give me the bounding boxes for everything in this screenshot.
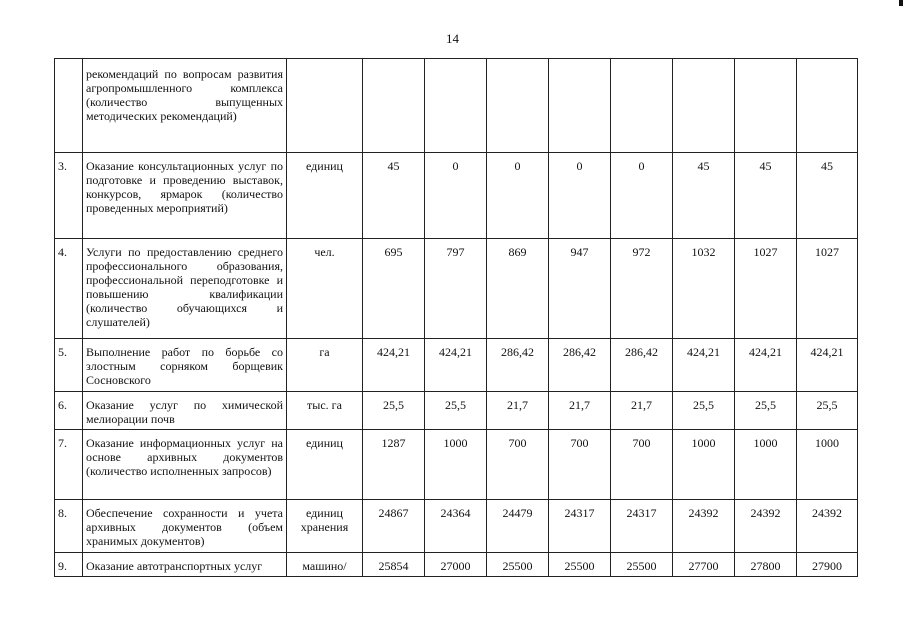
row-unit: единиц	[287, 430, 363, 500]
row-value	[735, 59, 797, 153]
row-number: 9.	[55, 553, 83, 577]
row-value: 700	[611, 430, 673, 500]
corner-mark	[899, 0, 903, 6]
table-row	[55, 430, 858, 500]
row-value: 286,42	[611, 339, 673, 392]
row-value: 1287	[363, 430, 425, 500]
row-value: 25,5	[735, 392, 797, 430]
row-number: 4.	[55, 239, 83, 339]
row-value: 45	[797, 153, 858, 239]
row-value: 869	[487, 239, 549, 339]
row-value: 24867	[363, 500, 425, 553]
row-value: 797	[425, 239, 487, 339]
row-value: 25,5	[797, 392, 858, 430]
row-value: 24392	[797, 500, 858, 553]
row-number: 3.	[55, 153, 83, 239]
row-value: 21,7	[487, 392, 549, 430]
row-value: 1032	[673, 239, 735, 339]
row-value: 25500	[487, 553, 549, 577]
row-unit: машино/	[287, 553, 363, 577]
row-value: 24364	[425, 500, 487, 553]
table-row	[55, 239, 858, 339]
row-value: 24392	[735, 500, 797, 553]
row-value: 424,21	[797, 339, 858, 392]
row-value: 25500	[611, 553, 673, 577]
row-unit: га	[287, 339, 363, 392]
table-row	[55, 153, 858, 239]
row-value: 21,7	[611, 392, 673, 430]
row-value: 1000	[797, 430, 858, 500]
row-value: 1027	[735, 239, 797, 339]
row-value: 0	[425, 153, 487, 239]
row-value: 424,21	[363, 339, 425, 392]
row-value: 45	[673, 153, 735, 239]
row-value: 27700	[673, 553, 735, 577]
row-unit	[287, 59, 363, 153]
row-value	[487, 59, 549, 153]
row-value: 424,21	[425, 339, 487, 392]
page-number: 14	[446, 31, 459, 46]
row-unit: единиц	[287, 153, 363, 239]
row-description: рекомендаций по вопросам развития агропромышленного комплекса (количество выпущенных методических рекомендаций)	[83, 59, 287, 153]
row-value: 0	[611, 153, 673, 239]
table-body	[55, 59, 858, 577]
row-value: 21,7	[549, 392, 611, 430]
row-unit: единиц хранения	[287, 500, 363, 553]
row-description: Оказание услуг по химической мелиорации почв	[83, 392, 287, 430]
row-value	[797, 59, 858, 153]
table-row	[55, 392, 858, 430]
row-value: 424,21	[673, 339, 735, 392]
services-table	[54, 58, 858, 577]
row-value: 27800	[735, 553, 797, 577]
row-description: Услуги по предоставлению среднего профессионального образования, профессиональной переподготовке и повышению квалификации (количество обучающихся и слушателей)	[83, 239, 287, 339]
row-value: 286,42	[549, 339, 611, 392]
row-value: 1027	[797, 239, 858, 339]
row-value: 286,42	[487, 339, 549, 392]
row-description: Оказание автотранспортных услуг	[83, 553, 287, 577]
row-value: 25,5	[673, 392, 735, 430]
row-value: 25,5	[363, 392, 425, 430]
row-value: 25,5	[425, 392, 487, 430]
row-value: 27900	[797, 553, 858, 577]
row-description: Обеспечение сохранности и учета архивных документов (объем хранимых документов)	[83, 500, 287, 553]
table-row	[55, 59, 858, 153]
row-value: 0	[549, 153, 611, 239]
row-value: 1000	[673, 430, 735, 500]
row-value	[425, 59, 487, 153]
row-value: 1000	[425, 430, 487, 500]
row-description: Оказание консультационных услуг по подготовке и проведению выставок, конкурсов, ярмарок (количество проведенных мероприятий)	[83, 153, 287, 239]
table-row	[55, 339, 858, 392]
row-number: 5.	[55, 339, 83, 392]
row-value	[363, 59, 425, 153]
row-number: 6.	[55, 392, 83, 430]
row-value	[549, 59, 611, 153]
row-value: 700	[549, 430, 611, 500]
row-value: 947	[549, 239, 611, 339]
row-value: 24392	[673, 500, 735, 553]
row-value: 24479	[487, 500, 549, 553]
row-unit: тыс. га	[287, 392, 363, 430]
table-row	[55, 553, 858, 577]
table-row	[55, 500, 858, 553]
row-value: 24317	[549, 500, 611, 553]
row-value: 700	[487, 430, 549, 500]
row-description: Выполнение работ по борьбе со злостным сорняком борщевик Сосновского	[83, 339, 287, 392]
row-number	[55, 59, 83, 153]
row-value: 45	[363, 153, 425, 239]
row-value: 424,21	[735, 339, 797, 392]
row-value: 45	[735, 153, 797, 239]
row-value	[611, 59, 673, 153]
row-value	[673, 59, 735, 153]
row-number: 7.	[55, 430, 83, 500]
row-description: Оказание информационных услуг на основе архивных документов (количество исполненных запросов)	[83, 430, 287, 500]
row-value: 27000	[425, 553, 487, 577]
row-value: 0	[487, 153, 549, 239]
row-value: 25854	[363, 553, 425, 577]
row-value: 25500	[549, 553, 611, 577]
row-value: 695	[363, 239, 425, 339]
row-number: 8.	[55, 500, 83, 553]
row-value: 972	[611, 239, 673, 339]
row-value: 1000	[735, 430, 797, 500]
row-unit: чел.	[287, 239, 363, 339]
row-value: 24317	[611, 500, 673, 553]
